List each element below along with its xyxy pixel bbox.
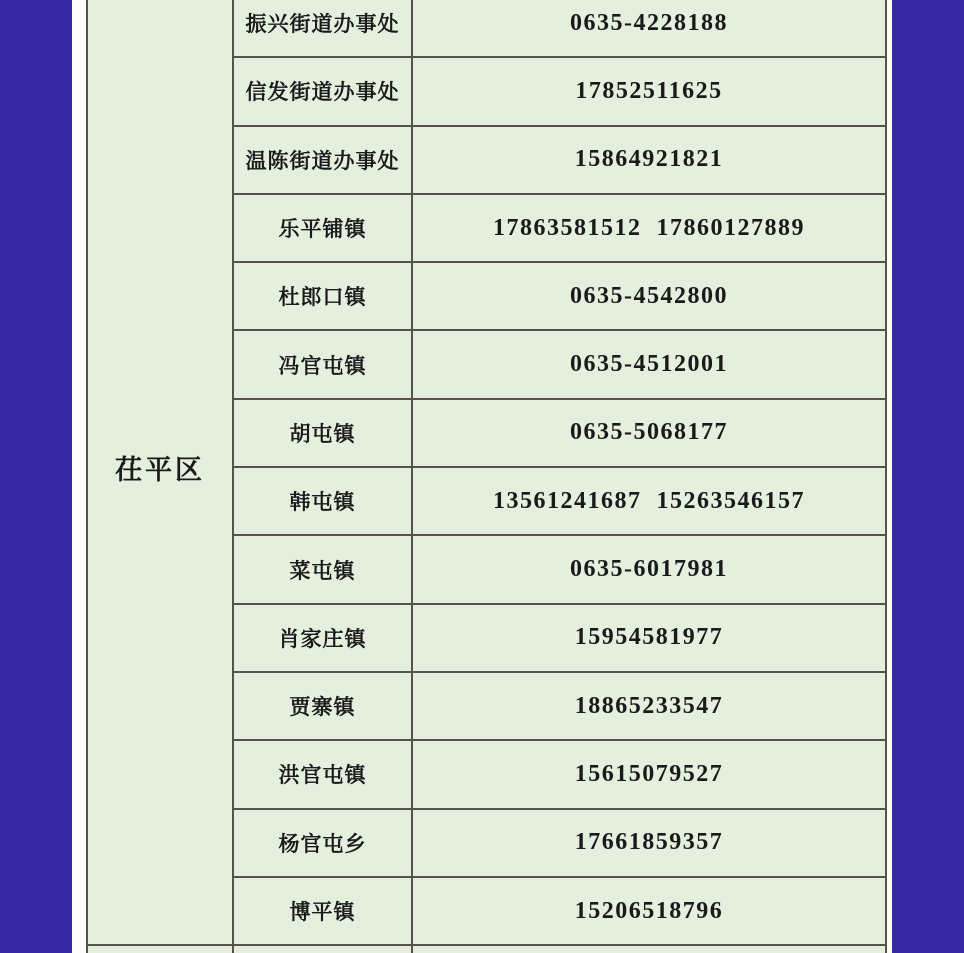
district-cell: 茌平区 — [87, 0, 233, 945]
unit-name-cell: 洪官屯镇 — [233, 740, 412, 808]
phone-number-cell: 18865233547 — [412, 672, 886, 740]
phone-number-cell: 17863581512 17860127889 — [412, 194, 886, 262]
unit-name-cell: 贾寨镇 — [233, 672, 412, 740]
unit-name-cell: 胡屯镇 — [233, 399, 412, 467]
phone-number-cell: 0635-4512001 — [412, 330, 886, 398]
phone-number-cell: 17661859357 — [412, 809, 886, 877]
table-row-partial — [87, 945, 886, 953]
contact-table-wrap — [86, 0, 887, 953]
phone-number-cell: 15615079527 — [412, 740, 886, 808]
empty-cell — [233, 945, 412, 953]
unit-name-cell: 信发街道办事处 — [233, 57, 412, 125]
phone-number-cell: 17852511625 — [412, 57, 886, 125]
unit-name-cell: 冯官屯镇 — [233, 330, 412, 398]
unit-name-cell: 振兴街道办事处 — [233, 0, 412, 57]
phone-number-cell: 15864921821 — [412, 126, 886, 194]
phone-number-cell: 0635-4542800 — [412, 262, 886, 330]
phone-number-cell: 0635-5068177 — [412, 399, 886, 467]
contact-table — [86, 0, 887, 953]
unit-name-cell: 博平镇 — [233, 877, 412, 945]
table-body — [87, 0, 886, 953]
right-frame-strip — [892, 0, 964, 953]
unit-name-cell: 杨官屯乡 — [233, 809, 412, 877]
phone-number-cell: 15954581977 — [412, 604, 886, 672]
empty-cell — [412, 945, 886, 953]
phone-number-cell: 13561241687 15263546157 — [412, 467, 886, 535]
left-frame-strip — [0, 0, 72, 953]
empty-cell — [87, 945, 233, 953]
table-row — [87, 0, 886, 57]
phone-number-cell: 15206518796 — [412, 877, 886, 945]
phone-number-cell: 0635-4228188 — [412, 0, 886, 57]
phone-number-cell: 0635-6017981 — [412, 535, 886, 603]
unit-name-cell: 乐平铺镇 — [233, 194, 412, 262]
unit-name-cell: 杜郎口镇 — [233, 262, 412, 330]
unit-name-cell: 韩屯镇 — [233, 467, 412, 535]
unit-name-cell: 肖家庄镇 — [233, 604, 412, 672]
unit-name-cell: 温陈街道办事处 — [233, 126, 412, 194]
unit-name-cell: 菜屯镇 — [233, 535, 412, 603]
